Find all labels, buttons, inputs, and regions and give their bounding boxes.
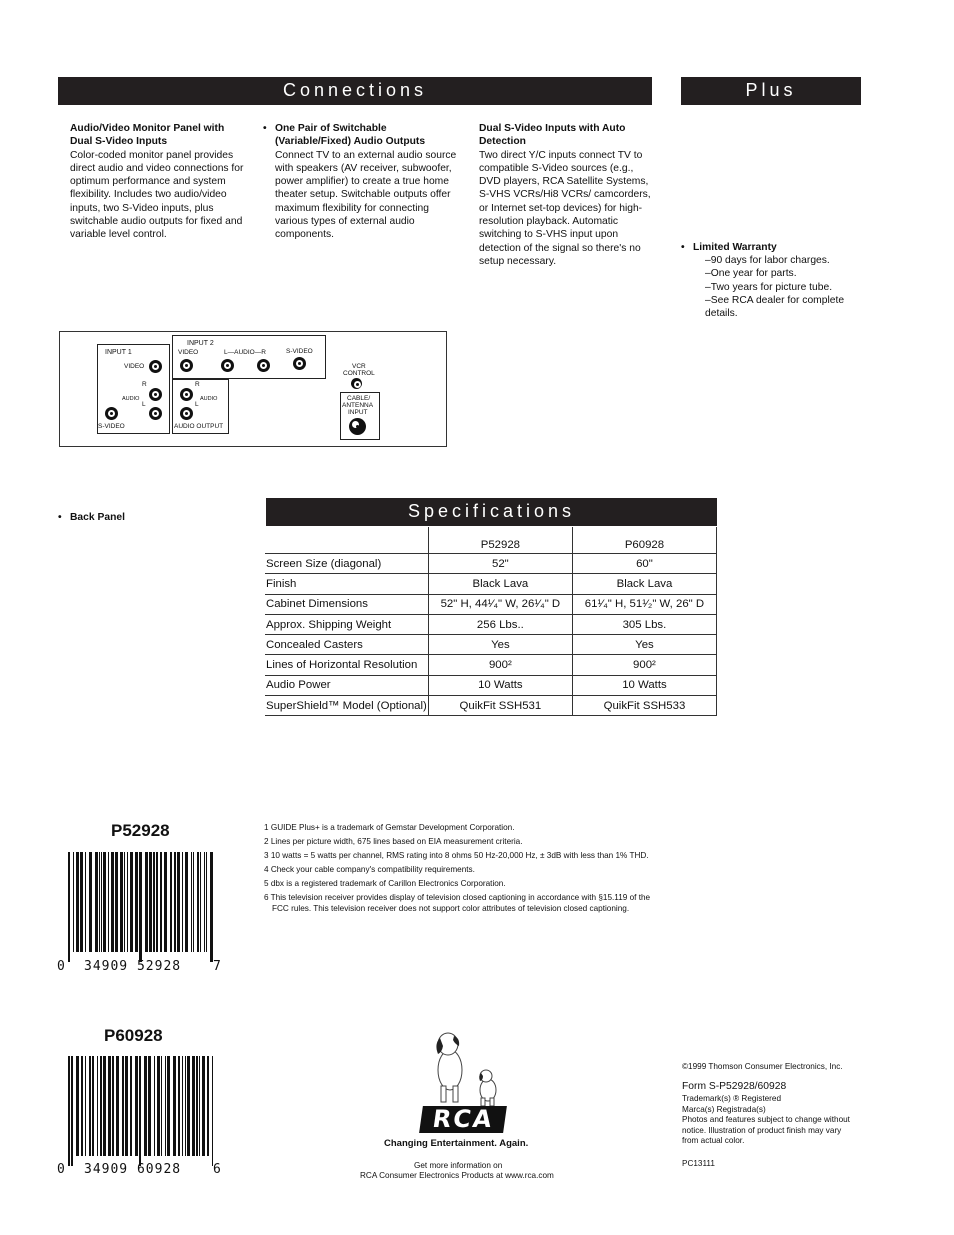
barcode-bar <box>197 852 199 952</box>
barcode-bar <box>174 852 176 952</box>
cable-label-3: INPUT <box>348 409 368 416</box>
barcode-bar <box>68 852 70 962</box>
barcode-bar <box>160 852 162 952</box>
barcode-bar <box>154 1056 155 1156</box>
barcode-bar <box>89 852 92 952</box>
input-2-svideo-jack <box>293 357 306 370</box>
barcode-bar <box>145 852 148 952</box>
audio-lr-label: L—AUDIO—R <box>224 349 266 356</box>
barcode-bar <box>73 852 74 952</box>
audio-output-label: AUDIO OUTPUT <box>174 423 224 430</box>
spec-value: 10 Watts <box>428 675 572 695</box>
barcode-bar <box>178 1056 180 1156</box>
rca-logo: RCA <box>419 1106 507 1133</box>
input-1-svideo-jack <box>105 407 118 420</box>
col-1-body: Color-coded monitor panel provides direct audio and video connections for optimum performance and system flexibility. Includes two audio/video inputs, two S-Video inputs, plus switchable audio outputs for fixed and variable level control. <box>70 149 244 241</box>
barcode-bar <box>185 1056 186 1156</box>
spec-label: Lines of Horizontal Resolution <box>265 655 428 675</box>
l-label-2: L <box>195 401 199 408</box>
input-2-label: INPUT 2 <box>187 340 214 347</box>
barcode-bar <box>111 852 114 952</box>
audio-output-r-jack <box>180 388 193 401</box>
barcode-bar <box>112 1056 114 1156</box>
barcode-1 <box>66 852 226 962</box>
barcode-1-left-digit: 0 <box>57 959 66 974</box>
barcode-bar <box>85 852 86 952</box>
plus-header: Plus <box>681 77 861 105</box>
specifications-header: Specifications <box>266 498 717 526</box>
spec-value: 10 Watts <box>572 675 716 695</box>
connections-header: Connections <box>58 77 652 105</box>
specifications-table <box>265 527 717 716</box>
audio-label: AUDIO <box>122 396 140 402</box>
back-panel-diagram <box>59 331 447 447</box>
table-row <box>265 574 717 594</box>
cable-antenna-jack <box>349 418 366 435</box>
barcode-bar <box>182 1056 183 1156</box>
spec-label: Audio Power <box>265 675 428 695</box>
footnote: 3 10 watts = 5 watts per channel, RMS rating into 8 ohms 50 Hz-20,000 Hz, ± 3dB with less than 1% THD. <box>264 851 649 860</box>
cable-label-1: CABLE/ <box>347 395 371 402</box>
barcode-bar <box>135 852 138 952</box>
table-row <box>265 675 717 695</box>
input-1-audio-l-jack <box>149 407 162 420</box>
footnote: 5 dbx is a registered trademark of Carillon Electronics Corporation. <box>264 879 506 888</box>
barcode-bar <box>108 1056 111 1156</box>
spec-value: Yes <box>428 635 572 655</box>
barcode-bar <box>170 852 172 952</box>
legal-line: Photos and features subject to change without notice. Illustration of product finish may vary from actual color. <box>682 1115 850 1145</box>
barcode-bar <box>99 852 100 952</box>
col-3-body: Two direct Y/C inputs connect TV to compatible S-Video sources (e.g., DVD players, RCA Satellite Systems, S-VHS VCRs/Hi8 VCRs/ camcorders, or Internet set-top devices) for high-resolution playback. Automatic switching to S-VHS input upon detection of the signal so there's no setup necessary. <box>479 149 651 267</box>
form-number: Form S-P52928/60928 <box>682 1081 787 1092</box>
barcode-bar <box>200 852 201 952</box>
barcode-bar <box>173 1056 176 1156</box>
spec-label: Approx. Shipping Weight <box>265 614 428 634</box>
barcode-bar <box>71 1056 73 1166</box>
video-label-2: VIDEO <box>178 349 199 356</box>
connections-col-3 <box>479 122 657 268</box>
plus-warranty <box>681 241 863 321</box>
table-row <box>265 696 717 716</box>
barcode-bar <box>182 852 183 952</box>
spec-value: 60" <box>572 554 716 574</box>
barcode-bar <box>167 1056 170 1156</box>
warranty-item: –See RCA dealer for complete details. <box>705 294 845 320</box>
barcode-bar <box>95 852 98 952</box>
barcode-bar <box>127 852 128 952</box>
pc-code: PC13111 <box>682 1159 715 1168</box>
barcode-2-right-digit: 6 <box>213 1162 222 1177</box>
svideo-top-label: S-VIDEO <box>286 348 313 355</box>
barcode-bar <box>81 1056 83 1156</box>
connections-col-1 <box>70 122 248 242</box>
footnote: 1 GUIDE Plus+ is a trademark of Gemstar Development Corporation. <box>264 823 515 832</box>
spec-value: Black Lava <box>428 574 572 594</box>
warranty-title: • Limited Warranty <box>693 241 777 253</box>
barcode-bar <box>164 852 167 952</box>
barcode-2-model: P60928 <box>104 1026 163 1045</box>
barcode-1-model: P52928 <box>111 821 170 840</box>
barcode-bar <box>76 1056 79 1156</box>
spec-label: Concealed Casters <box>265 635 428 655</box>
barcode-bar <box>139 852 142 962</box>
video-label: VIDEO <box>124 363 145 370</box>
legal-line: Trademark(s) ® Registered <box>682 1094 782 1103</box>
spec-model-b: P60928 <box>572 527 716 554</box>
spec-value: QuikFit SSH533 <box>572 696 716 716</box>
barcode-bar <box>204 852 205 952</box>
barcode-bar <box>103 1056 106 1156</box>
barcode-bar <box>103 852 106 952</box>
spec-label: Cabinet Dimensions <box>265 594 428 614</box>
nipper-dogs-illustration <box>428 1030 508 1108</box>
input-2-video-jack <box>180 359 193 372</box>
warranty-item: –Two years for picture tube. <box>705 281 833 293</box>
spec-value: 52" H, 44¹⁄₄" W, 26¹⁄₄" D <box>428 594 572 614</box>
more-info-1: Get more information on <box>414 1161 503 1170</box>
col-2-body: Connect TV to an external audio source with speakers (AV receiver, subwoofer, power amplifier) to create a true home theater setup. Switchable outputs offer maximum flexibility for connecting various types of external audio components. <box>275 149 457 241</box>
barcode-bar <box>212 1056 213 1166</box>
barcode-bar <box>68 1056 70 1166</box>
barcode-bar <box>161 1056 162 1156</box>
col-2-title: • One Pair of Switchable (Variable/Fixed) Audio Outputs <box>275 123 426 148</box>
barcode-bar <box>89 1056 91 1156</box>
barcode-bar <box>116 1056 119 1156</box>
input-2-audio-r-jack <box>257 359 270 372</box>
barcode-bar <box>191 852 192 952</box>
barcode-1-digits: 34909 52928 <box>84 959 182 974</box>
barcode-bar <box>92 1056 94 1156</box>
barcode-bar <box>210 852 213 962</box>
input-1-video-jack <box>149 360 162 373</box>
barcode-bar <box>130 1056 132 1156</box>
barcode-bar <box>149 852 152 952</box>
barcode-bar <box>135 1056 138 1156</box>
spec-model-a: P52928 <box>428 527 572 554</box>
barcode-bar <box>199 1056 200 1156</box>
col-3-title: Dual S-Video Inputs with Auto Detection <box>479 123 626 148</box>
barcode-bar <box>153 852 155 952</box>
input-1-audio-r-jack <box>149 388 162 401</box>
spec-value: 305 Lbs. <box>572 614 716 634</box>
barcode-bar <box>157 1056 160 1156</box>
spec-label: Screen Size (diagonal) <box>265 554 428 574</box>
barcode-bar <box>156 852 158 952</box>
spec-value: 900² <box>428 655 572 675</box>
barcode-bar <box>192 1056 195 1156</box>
barcode-bar <box>165 1056 166 1156</box>
barcode-bar <box>207 1056 209 1156</box>
barcode-bar <box>206 852 207 952</box>
audio-output-l-jack <box>180 407 193 420</box>
barcode-bar <box>80 852 83 952</box>
barcode-bar <box>148 1056 151 1156</box>
vcr-control-label-2: CONTROL <box>343 370 375 377</box>
barcode-2-digits: 34909 60928 <box>84 1162 182 1177</box>
barcode-bar <box>130 852 133 952</box>
spec-header-row <box>265 527 717 554</box>
spec-value: 256 Lbs.. <box>428 614 572 634</box>
barcode-bar <box>125 1056 128 1156</box>
footnote: 6 This television receiver provides display of television closed captioning in accordance with §15.119 of the FCC rules. This television receiver does not support color attributes of television closed captioning. <box>264 893 651 913</box>
spec-value: QuikFit SSH531 <box>428 696 572 716</box>
legal-lines <box>682 1094 854 1147</box>
footnote: 4 Check your cable company's compatibility requirements. <box>264 865 475 874</box>
cable-label-2: ANTENNA <box>342 402 374 409</box>
r-label-2: R <box>195 381 200 388</box>
l-label: L <box>142 401 146 408</box>
copyright: ©1999 Thomson Consumer Electronics, Inc. <box>682 1062 843 1071</box>
table-row <box>265 635 717 655</box>
barcode-bar <box>76 852 79 952</box>
barcode-bar <box>97 1056 98 1156</box>
spec-value: Yes <box>572 635 716 655</box>
back-panel-title <box>58 511 270 524</box>
spec-header-blank <box>265 527 428 554</box>
barcode-bar <box>101 852 102 952</box>
barcode-bar <box>108 852 109 952</box>
legal-line: Marca(s) Registrada(s) <box>682 1104 766 1114</box>
spec-value: 52" <box>428 554 572 574</box>
warranty-item: –One year for parts. <box>705 268 797 280</box>
footnotes <box>264 823 659 918</box>
more-info-2: RCA Consumer Electronics Products at www.rca.com <box>360 1171 554 1180</box>
r-label: R <box>142 381 147 388</box>
barcode-1-right-digit: 7 <box>213 959 222 974</box>
table-row <box>265 655 717 675</box>
svideo-left-label: S-VIDEO <box>98 423 125 430</box>
barcode-bar <box>202 1056 205 1156</box>
vcr-control-jack <box>351 378 362 389</box>
warranty-item: –90 days for labor charges. <box>705 254 830 266</box>
input-1-label: INPUT 1 <box>105 349 132 356</box>
barcode-bar <box>124 852 125 952</box>
barcode-bar <box>85 1056 86 1156</box>
barcode-2 <box>66 1056 226 1166</box>
spec-value: Black Lava <box>572 574 716 594</box>
audio-label-2: AUDIO <box>200 396 218 402</box>
tagline: Changing Entertainment. Again. <box>384 1138 529 1149</box>
barcode-bar <box>177 852 180 952</box>
barcode-bar <box>193 852 194 952</box>
table-row <box>265 554 717 574</box>
barcode-bar <box>144 1056 147 1156</box>
barcode-bar <box>120 852 123 952</box>
spec-value: 61¹⁄₄" H, 51¹⁄₂" W, 26" D <box>572 594 716 614</box>
barcode-2-left-digit: 0 <box>57 1162 66 1177</box>
barcode-bar <box>187 1056 190 1156</box>
col-1-title: Audio/Video Monitor Panel with Dual S-Video Inputs <box>70 123 225 148</box>
table-row <box>265 594 717 614</box>
barcode-bar <box>122 1056 124 1156</box>
connections-col-2 <box>263 122 458 242</box>
barcode-bar <box>196 1056 198 1156</box>
input-2-audio-l-jack <box>221 359 234 372</box>
spec-label: SuperShield™ Model (Optional) <box>265 696 428 716</box>
footnote: 2 Lines per picture width, 675 lines based on EIA measurement criteria. <box>264 837 523 846</box>
back-panel-label: • Back Panel <box>70 512 125 524</box>
vcr-control-label-1: VCR <box>352 363 366 370</box>
barcode-bar <box>115 852 118 952</box>
spec-value: 900² <box>572 655 716 675</box>
barcode-bar <box>139 1056 141 1166</box>
spec-label: Finish <box>265 574 428 594</box>
table-row <box>265 614 717 634</box>
barcode-bar <box>100 1056 102 1156</box>
barcode-bar <box>185 852 188 952</box>
